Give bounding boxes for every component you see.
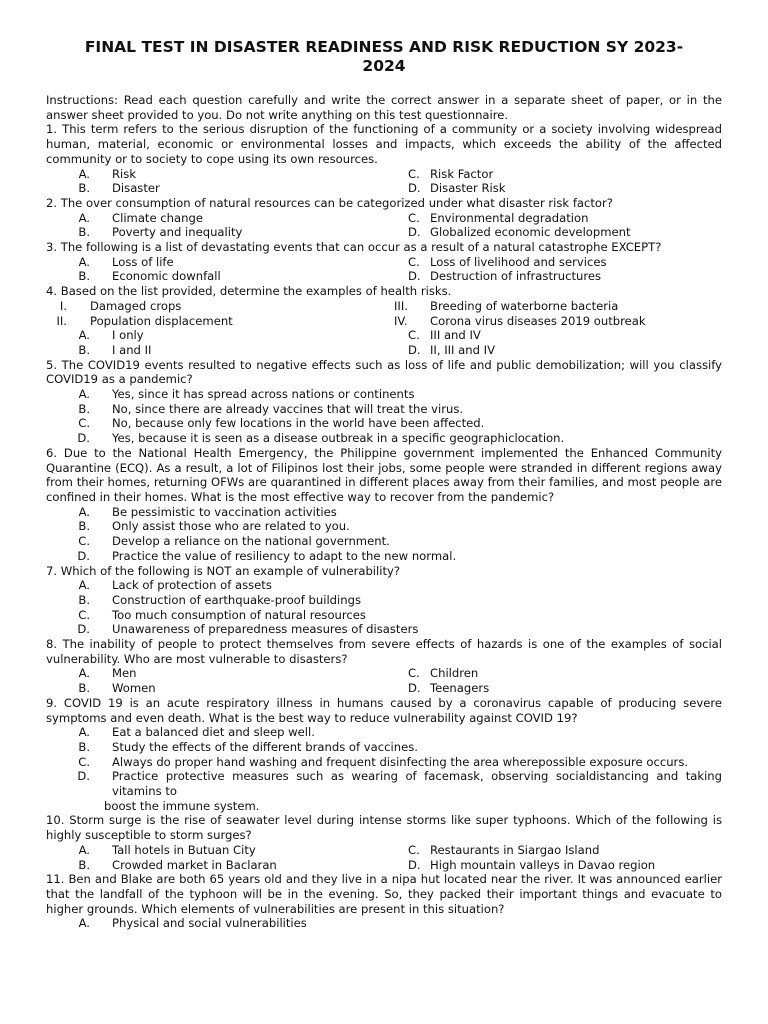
option-b: B. I and II [78,342,152,357]
option-b: B. Study the effects of the different brands of vaccines. [78,739,418,754]
question-11-options [46,916,722,931]
question-3-options [46,255,722,284]
option-a: A. Risk [78,166,137,181]
instructions: Instructions: Read each question carefully and write the correct answer in a separate sheet of paper, or in the answer sheet provided to you. Do not write anything on this test questionnaire. [46,93,722,122]
question-10-options [46,843,722,872]
option-c: C. III and IV [408,328,481,343]
question-4-options [46,328,722,357]
list-item-iv: IV. Corona virus diseases 2019 outbreak [394,313,646,328]
option-d: D. High mountain valleys in Davao region [408,857,656,872]
question-5-options [46,387,722,446]
question-3: 3. The following is a list of devastating events that can occur as a result of a natural catastrophe EXCEPT? [46,240,662,255]
option-d: D. II, III and IV [408,342,495,357]
question-6-options [46,505,722,564]
question-8-options [46,666,722,695]
option-c: C. Environmental degradation [408,210,589,225]
option-d: D. Unawareness of preparedness measures of disasters [77,622,419,637]
option-d: D. Disaster Risk [408,181,506,196]
question-4-list [46,299,722,328]
question-2: 2. The over consumption of natural resources can be categorized under what disaster risk factor? [46,195,613,210]
option-a: A. Eat a balanced diet and sleep well. [78,725,315,740]
question-10: 10. Storm surge is the rise of seawater level during intense storms like super typhoons. Which of the following is highly susceptible to storm surges? [46,813,722,843]
option-a: A. Yes, since it has spread across nations or continents [78,387,415,402]
option-d: D. Practice protective measures such as wearing of facemask, observing socialdistancing and taking vitamins to [77,769,722,799]
list-item-ii: II. Population displacement [56,313,233,328]
option-a: A. Climate change [78,210,203,225]
question-11: 11. Ben and Blake are both 65 years old and they live in a nipa hut located near the river. It was announced earlier that the landfall of the typhoon will be in the evening. So, they packed their important things and evacuate to higher grounds. Which elements of vulnerabilities are present in this situation? [46,872,722,916]
option-b: B. Only assist those who are related to you. [78,519,350,534]
option-b: B. Poverty and inequality [78,225,243,240]
option-c: C. Loss of livelihood and services [408,254,607,269]
option-b: B. Women [78,681,156,696]
list-item-iii: III. Breeding of waterborne bacteria [394,298,619,313]
question-9: 9. COVID 19 is an acute respiratory illness in humans caused by a coronavirus capable of producing severe symptoms and even death. What is the best way to reduce vulnerability against COVID 19? [46,695,722,725]
option-c: C. No, because only few locations in the world have been affected. [78,416,485,431]
page-title: FINAL TEST IN DISASTER READINESS AND RISK REDUCTION SY 2023-2024 [84,38,684,75]
question-9-options [46,725,722,813]
option-a: A. I only [78,328,144,343]
option-a: A. Be pessimistic to vaccination activities [78,504,337,519]
option-d: D. Yes, because it is seen as a disease outbreak in a specific geographiclocation. [77,431,565,446]
option-a: A. Physical and social vulnerabilities [78,916,307,931]
list-item-i: I. Damaged crops [59,298,182,313]
question-6: 6. Due to the National Health Emergency, the Philippine government implemented the Enhanced Community Quarantine (ECQ). As a result, a lot of Filipinos lost their jobs, some people were stranded in different regions away from their homes, returning OFWs are quarantined in different places away from their families, and most people are confined in their homes. What is the most effective way to recover from the pandemic? [46,445,722,504]
option-c: C. Always do proper hand washing and frequent disinfecting the area wherepossible exposure occurs. [78,754,689,769]
question-1: 1. This term refers to the serious disruption of the functioning of a community or a society involving widespread human, material, economic or environmental losses and impacts, which exceeds the ability of the affected community or to society to cope using its own resources. [46,122,722,166]
option-a: A. Men [78,666,137,681]
option-c: C. Too much consumption of natural resources [78,607,366,622]
question-7: 7. Which of the following is NOT an example of vulnerability? [46,563,401,578]
question-7-options [46,578,722,637]
option-b: B. Crowded market in Baclaran [78,857,277,872]
option-d: D. Globalized economic development [408,225,631,240]
option-d-continuation: boost the immune system. [104,798,260,813]
question-5: 5. The COVID19 events resulted to negative effects such as loss of life and public demobilization; will you classify COVID19 as a pandemic? [46,357,722,387]
option-b: B. Economic downfall [78,269,221,284]
option-a: A. Lack of protection of assets [78,578,272,593]
option-b: B. No, since there are already vaccines that will treat the virus. [78,401,464,416]
option-a: A. Tall hotels in Butuan City [78,842,256,857]
option-c: C. Develop a reliance on the national government. [78,534,390,549]
option-c: C. Children [408,666,479,681]
option-d: D. Practice the value of resiliency to adapt to the new normal. [77,548,457,563]
question-4: 4. Based on the list provided, determine the examples of health risks. [46,284,452,299]
question-8: 8. The inability of people to protect themselves from severe effects of hazards is one of the examples of social vulnerability. Who are most vulnerable to disasters? [46,637,722,666]
question-1-options [46,167,722,196]
option-b: B. Disaster [78,181,160,196]
option-a: A. Loss of life [78,254,174,269]
option-c: C. Risk Factor [408,166,494,181]
question-2-options [46,211,722,240]
option-c: C. Restaurants in Siargao Island [408,842,600,857]
option-d: D. Teenagers [408,681,490,696]
option-d: D. Destruction of infrastructures [408,269,602,284]
option-b: B. Construction of earthquake-proof buildings [78,592,361,607]
